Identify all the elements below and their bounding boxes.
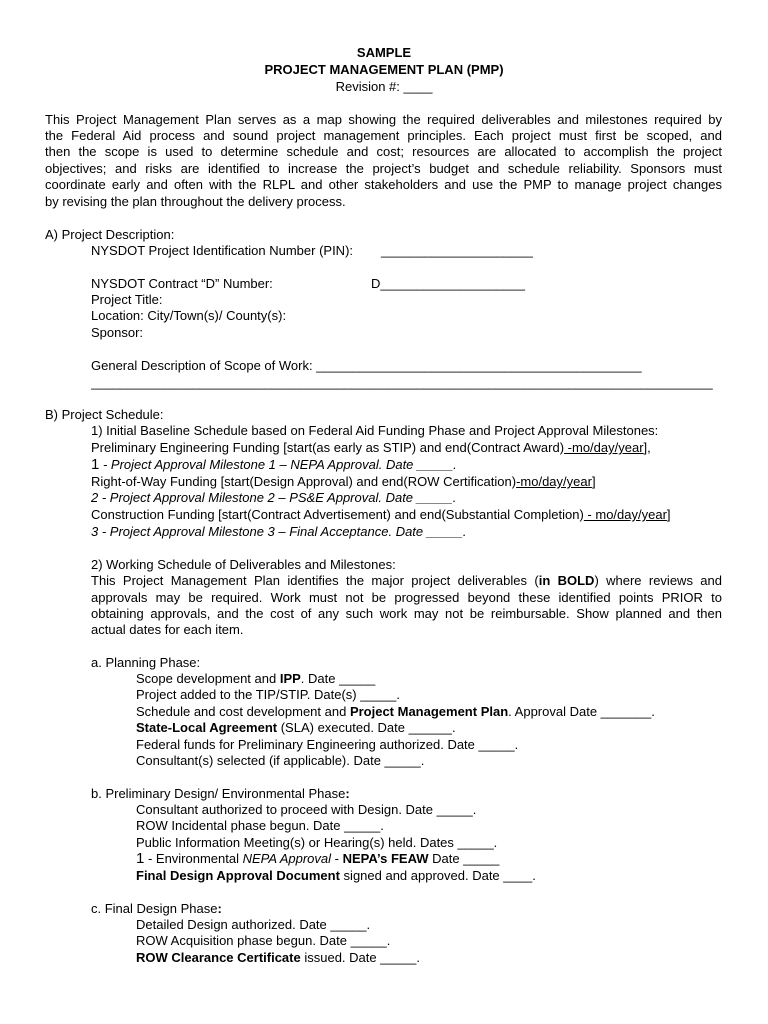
final-design-item-3-date: issued. Date _____. — [300, 950, 420, 965]
working-schedule-item: 2) Working Schedule of Deliverables and Milestones: — [91, 557, 396, 572]
intro-line-2: the Federal Aid process and sound project management principles. Each project must first be scoped, and — [45, 128, 722, 143]
design-item-4 — [136, 851, 499, 867]
row-funding-line — [91, 474, 596, 490]
construction-funding-end: ] — [666, 507, 671, 522]
intro-line-6: by revising the plan throughout the delivery process. — [45, 194, 346, 209]
final-design-heading-text: c. Final Design Phase — [91, 901, 218, 916]
construction-funding-text: Construction Funding [start(Contract Advertisement) and end(Substantial Completion) — [91, 507, 584, 522]
planning-item-4 — [136, 720, 456, 736]
planning-phase-heading: a. Planning Phase: — [91, 655, 201, 670]
scope-blank-line-2: ______________________________________________________________________________________ — [91, 375, 713, 390]
design-item-2: ROW Incidental phase begun. Date _____. — [136, 818, 384, 833]
planning-item-2: Project added to the TIP/STIP. Date(s) _____. — [136, 687, 401, 702]
planning-item-1-date: . Date _____ — [300, 671, 376, 686]
working-schedule-line-1 — [91, 573, 722, 589]
nepa-feaw-text: NEPA’s FEAW — [342, 851, 429, 866]
pin-label: NYSDOT Project Identification Number (PIN): — [91, 243, 354, 258]
ipp-text: IPP — [279, 671, 301, 686]
preliminary-design-heading — [91, 786, 350, 802]
scope-line — [91, 358, 642, 374]
design-item-4-text: - Environmental — [144, 851, 243, 866]
planning-item-5: Federal funds for Preliminary Engineering authorized. Date _____. — [136, 737, 519, 752]
contract-label: NYSDOT Contract “D” Number: — [91, 276, 273, 291]
intro-line-3: then the scope is used to determine schedule and cost; resources are allocated to accomplish the project — [45, 144, 722, 159]
scope-blank: _____________________________________________ — [316, 358, 642, 373]
pmp-text: Project Management Plan — [349, 704, 509, 719]
design-item-1: Consultant authorized to proceed with Design. Date _____. — [136, 802, 477, 817]
milestone-1-number: 1 — [91, 456, 100, 473]
fdad-text: Final Design Approval Document — [136, 868, 340, 883]
sample-label: SAMPLE — [356, 45, 412, 60]
location-label: Location: City/Town(s)/ County(s): — [91, 308, 287, 323]
pe-funding-line — [91, 440, 651, 456]
planning-item-6: Consultant(s) selected (if applicable). Date _____. — [136, 753, 425, 768]
row-clearance-text: ROW Clearance Certificate — [136, 950, 301, 965]
pe-funding-date: -mo/day/year — [564, 440, 644, 455]
working-schedule-line-3: obtaining approvals, and the cost of any such work may not be reimbursable. Show planned and then — [91, 606, 722, 621]
planning-item-3 — [136, 704, 655, 720]
final-design-heading — [91, 901, 222, 917]
row-funding-end: ] — [591, 474, 596, 489]
section-a-heading: A) Project Description: — [45, 227, 175, 242]
revision-line: Revision #: ____ — [335, 79, 433, 94]
intro-line-4: objectives; and risks are identified to increase the project’s budget and schedule reliability. Sponsors must — [45, 161, 722, 176]
milestone-1-text: - Project Approval Milestone 1 – NEPA Approval. Date _____. — [99, 457, 457, 472]
design-item-4-date: Date _____ — [428, 851, 500, 866]
sponsor-label: Sponsor: — [91, 325, 144, 340]
planning-item-4-date: (SLA) executed. Date ______. — [277, 720, 456, 735]
preliminary-design-colon: : — [345, 786, 350, 801]
working-schedule-text-c: ) where reviews and — [594, 573, 722, 588]
section-b-heading: B) Project Schedule: — [45, 407, 164, 422]
pe-funding-end: ], — [643, 440, 651, 455]
design-item-3: Public Information Meeting(s) or Hearing(s) held. Dates _____. — [136, 835, 498, 850]
row-funding-date: -mo/day/year — [516, 474, 592, 489]
design-item-4-number: 1 — [136, 850, 145, 867]
final-design-item-3 — [136, 950, 420, 966]
design-item-5 — [136, 868, 536, 884]
final-design-item-1: Detailed Design authorized. Date _____. — [136, 917, 371, 932]
intro-line-5: coordinate early and often with the RLPL and other stakeholders and use the PMP to manage project changes — [45, 177, 722, 192]
preliminary-design-heading-text: b. Preliminary Design/ Environmental Phase — [91, 786, 346, 801]
construction-funding-date: - mo/day/year — [583, 507, 667, 522]
planning-item-1 — [136, 671, 375, 687]
milestone-3-line: 3 - Project Approval Milestone 3 – Final Acceptance. Date _____. — [91, 524, 467, 539]
final-design-colon: : — [217, 901, 222, 916]
planning-item-3-date: . Approval Date _______. — [508, 704, 655, 719]
milestone-2-line: 2 - Project Approval Milestone 2 – PS&E Approval. Date _____. — [91, 490, 457, 505]
contract-blank: D____________________ — [371, 276, 525, 291]
scope-label: General Description of Scope of Work: — [91, 358, 317, 373]
design-item-5-date: signed and approved. Date ____. — [339, 868, 536, 883]
planning-item-3-text: Schedule and cost development and — [136, 704, 350, 719]
milestone-1-line — [91, 457, 457, 473]
in-bold-text: in BOLD — [538, 573, 595, 588]
nepa-approval-text: NEPA Approval — [242, 851, 332, 866]
planning-item-1-text: Scope development and — [136, 671, 280, 686]
baseline-schedule-item: 1) Initial Baseline Schedule based on Federal Aid Funding Phase and Project Approval Milestones: — [91, 423, 659, 438]
project-title-label: Project Title: — [91, 292, 163, 307]
pe-funding-text: Preliminary Engineering Funding [start(as early as STIP) and end(Contract Award) — [91, 440, 565, 455]
sla-text: State-Local Agreement — [136, 720, 278, 735]
working-schedule-line-2: approvals may be required. Work must not be progressed beyond these identified points PRIOR to — [91, 590, 722, 605]
design-item-4-dash: - — [331, 851, 343, 866]
document-title: PROJECT MANAGEMENT PLAN (PMP) — [264, 62, 504, 77]
pin-blank: _____________________ — [381, 243, 533, 258]
working-schedule-text-a: This Project Management Plan identifies the major project deliverables ( — [91, 573, 539, 588]
construction-funding-line — [91, 507, 671, 523]
row-funding-text: Right-of-Way Funding [start(Design Approval) and end(ROW Certification) — [91, 474, 517, 489]
intro-line-1: This Project Management Plan serves as a map showing the required deliverables and milestones required by — [45, 112, 722, 127]
working-schedule-line-4: actual dates for each item. — [91, 622, 244, 637]
final-design-item-2: ROW Acquisition phase begun. Date _____. — [136, 933, 391, 948]
